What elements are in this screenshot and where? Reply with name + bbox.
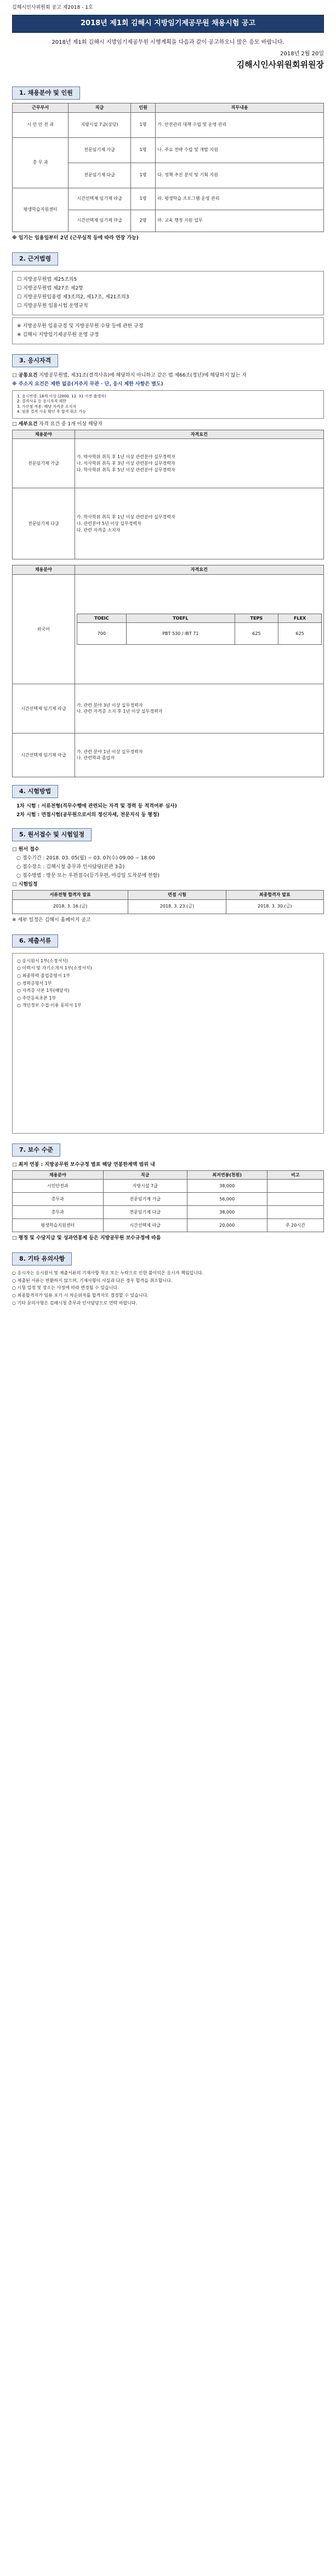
exam-step: 1차 시험 : 서류전형(직무수행에 관련되는 자격 및 경력 등 적격여부 심사)	[16, 803, 177, 809]
law-item-text: 지방공무원임용령 제3조의2, 제17조, 제21조의3	[22, 294, 129, 300]
notice-list	[12, 1270, 324, 1555]
document-item: ○ 경력증명서 1부	[17, 980, 52, 986]
col-dept: 근무부서	[13, 103, 69, 113]
lang-score: 625	[235, 623, 278, 645]
col-schedule: 최종합격자 발표	[226, 891, 323, 900]
table-row	[13, 1193, 324, 1206]
law-note: ※ 지방공무원 임용규정 및 지방공무원 수당 등에 관한 규정	[17, 323, 144, 329]
table-row	[13, 1219, 324, 1232]
law-note: ※ 김해시 지방임기제공무원 운영 규정	[17, 332, 99, 338]
cell-pay: 20,000	[187, 1219, 267, 1232]
cell-count: 1명	[130, 163, 155, 188]
lang-score: PBT 530 / IBT 71	[127, 623, 235, 645]
notice-item: ○ 기타 문의사항은 김해시청 총무과 인사담당으로 연락 바랍니다.	[12, 1300, 138, 1306]
cell-remark	[267, 1193, 323, 1206]
col-requirement: 자격요건	[75, 430, 323, 439]
col-schedule: 면접 시험	[128, 891, 226, 900]
announcement-date: 2018년 2월 20일	[280, 50, 324, 57]
common-label: □ 공통요건	[12, 372, 38, 378]
law-item-text: 지방공무원 임용시험 운영규칙	[22, 303, 88, 309]
law-item-text: 지방공무원법 제25조의5	[22, 276, 77, 282]
common-requirement	[12, 372, 324, 379]
cell-duty: 가. 안전관리 대책 수립 및 운영 관리	[156, 112, 324, 137]
salary-subtitle: □ 최저 연봉 : 지방공무원 보수규정 별표 해당 연봉한계액 범위 내	[12, 1162, 155, 1168]
lang-test: TOEIC	[77, 614, 127, 623]
section-4-title: 4. 시험방법	[12, 785, 58, 798]
application-method: ○ 접수방법 : 방문 또는 우편접수(등기우편, 마감일 도착분에 한함)	[16, 873, 160, 879]
lang-test: FLEX	[278, 614, 322, 623]
cell-rank: 전문임기제 가급	[103, 1193, 187, 1206]
announcement-title: 2018년 제1회 김해시 지방임기제공무원 채용시험 공고	[12, 15, 324, 33]
col-duty: 직무내용	[156, 103, 324, 113]
table-row	[13, 1206, 324, 1219]
schedule-note: ※ 세부 일정은 김해시 홈페이지 공고	[12, 917, 91, 923]
law-item: ☐ 지방공무원임용령 제3조의2, 제17조, 제21조의3	[17, 294, 129, 300]
cell-duty: 라. 평생학습 프로그램 운영 관리	[156, 188, 324, 210]
section-5-title: 5. 원서접수 및 시험일정	[12, 828, 92, 841]
law-item: ☐ 지방공무원법 제27조 제2항	[17, 285, 83, 291]
language-score-table	[77, 614, 322, 645]
cell-pay: 56,000	[187, 1193, 267, 1206]
application-subtitle: □ 원서 접수	[12, 846, 39, 852]
cell-field: 총무과	[13, 1193, 104, 1206]
exam-step: 2차 시험 : 면접시험(공무원으로서의 정신자세, 전문지식 등 평정)	[16, 812, 160, 818]
term-note: ※ 임기는 임용일부터 2년 (근무실적 등에 따라 연장 가능)	[12, 235, 139, 241]
cell-field: 전문임기제 다급	[13, 488, 75, 559]
col-rank: 직급	[69, 103, 131, 113]
cell-rank: 전문임기제 다급	[69, 163, 131, 188]
cell-dept: 평생학습지원센터	[13, 188, 69, 232]
section-2-title: 2. 근거법령	[12, 252, 58, 265]
cell-field: 평생학습지원센터	[13, 1219, 104, 1232]
salary-note: □ 평정 및 수당지급 및 성과연봉제 등은 지방공무원 보수규정에 따름	[12, 1235, 161, 1241]
notice-item: ○ 제출된 서류는 반환하지 않으며, 기재사항이 사실과 다른 경우 합격을 취소합니다.	[12, 1278, 173, 1283]
cell-requirement: 가. 박사학위 취득 후 1년 이상 관련분야 실무경력자 나. 석사학위 취득 후 3년 이상 관련분야 실무경력자 다. 학사학위 취득 후 5년 이상 관련분야 실무경력자	[75, 439, 323, 488]
document-item: ○ 자격증 사본 1부(해당자)	[17, 988, 70, 994]
law-item: ☐ 지방공무원 임용시험 운영규칙	[17, 303, 88, 309]
detail-label: □ 세부요건	[12, 421, 38, 427]
col-schedule: 서류전형 합격자 발표	[13, 891, 128, 900]
cell-duty: 마. 교육 행정 지원 업무	[156, 210, 324, 232]
document-item: ○ 이력서 및 자기소개서 1부(소정서식)	[17, 966, 92, 971]
cell-remark: 주 20시간	[267, 1219, 323, 1232]
table-row	[13, 112, 324, 137]
cell-remark	[267, 1206, 323, 1219]
qualification-table-2	[12, 565, 324, 777]
section-8-title: 8. 기타 유의사항	[12, 1252, 72, 1266]
cell-count: 2명	[130, 210, 155, 232]
table-row	[13, 1180, 324, 1193]
col-pay: 최저연봉(천원)	[187, 1170, 267, 1180]
cell-field: 외국어	[13, 574, 75, 684]
qualification-table-1	[12, 430, 324, 560]
table-row	[13, 137, 324, 163]
cell-count: 1명	[130, 112, 155, 137]
cell-dept: 총 무 과	[13, 137, 69, 188]
cell-requirement: 가. 학사학위 취득 후 1년 이상 관련분야 실무경력자 나. 관련분야 5년 이상 실무경력자 다. 관련 자격증 소지자	[75, 488, 323, 559]
section-7-title: 7. 보수 수준	[12, 1143, 60, 1157]
lang-score: 700	[77, 623, 127, 645]
document-item: ○ 주민등록초본 1부	[17, 995, 56, 1001]
lang-score: 625	[278, 623, 322, 645]
cell-count: 1명	[130, 137, 155, 163]
recruitment-table	[12, 103, 324, 232]
schedule-date: 2018. 3. 30.(금)	[226, 899, 323, 914]
notice-item: ○ 응시자는 응시원서 및 제출서류의 기재사항 착오 또는 누락으로 인한 불이익은 응시자 책임입니다.	[12, 1270, 204, 1276]
table-row	[13, 574, 324, 684]
cell-requirement: 가. 관련 분야 1년 이상 실무경력자 나. 관련학과 졸업자	[75, 733, 323, 777]
address-notice: ※ 주소지 요건은 제한 없음(거주지 무관 · 단, 응시 제한 사항은 별도)	[12, 381, 163, 387]
schedule-date: 2018. 3. 23.(금)	[128, 899, 226, 914]
cell-rank: 전문임기제 가급	[69, 137, 131, 163]
schedule-date: 2018. 3. 16.(금)	[13, 899, 128, 914]
law-note-box	[12, 317, 324, 344]
small-rules: 1. 응시연령: 18세 이상 (2000. 12. 31 이전 출생자) 2. 결격사유 등 응시자격 제한 3. 가산점 적용: 해당 자격증 소지자 4. 임용 결격 사유 확인 후 합격 취소 가능	[12, 390, 324, 419]
application-place: ○ 접수장소 : 김해시청 총무과 인사담당(본관 3층)	[16, 864, 125, 870]
schedule-subtitle: □ 시험일정	[12, 882, 38, 888]
detail-text: 자격 요건 중 1개 이상 해당자	[39, 421, 102, 427]
language-score-cell	[75, 574, 323, 684]
cell-rank: 시간선택제 임기제 마급	[69, 210, 131, 232]
table-row	[13, 439, 324, 488]
cell-rank: 시간선택제 라급	[103, 1219, 187, 1232]
law-item: ☐ 지방공무원법 제25조의5	[17, 276, 77, 282]
application-period: ○ 접수기간 : 2018. 03. 05(월) ~ 03. 07(수) 09:00 ~ 18:00	[16, 855, 155, 861]
document-item: ○ 최종학력 졸업증명서 1부	[17, 973, 70, 978]
cell-field: 전문임기제 가급	[13, 439, 75, 488]
cell-remark	[267, 1180, 323, 1193]
detail-requirement	[12, 421, 324, 428]
cell-field: 시민안전과	[13, 1180, 104, 1193]
table-row	[13, 733, 324, 777]
common-text: 지방공무원법, 제31조(결격사유)에 해당하지 아니하고 같은 법 제66조(정년)에 해당하지 않는 자	[39, 372, 247, 378]
document-item: ○ 개인정보 수집·이용 동의서 1부	[17, 1003, 82, 1008]
law-list	[12, 271, 324, 315]
cell-dept: 시 민 안 전 과	[13, 112, 69, 137]
section-3-title: 3. 응시자격	[12, 354, 58, 367]
cell-pay: 38,000	[187, 1206, 267, 1219]
cell-pay: 38,000	[187, 1180, 267, 1193]
intro-text: 2018년 제1회 김해시 지방임기제공무원 시행계획을 다음과 같이 공고하오니 많은 응모 바랍니다.	[52, 39, 284, 45]
col-requirement: 자격요건	[75, 565, 323, 575]
cell-field: 총무과	[13, 1206, 104, 1219]
notice-item: ○ 시험 일정 및 장소는 사정에 따라 변경될 수 있습니다.	[12, 1285, 119, 1291]
lang-test: TOEFL	[127, 614, 235, 623]
schedule-table	[12, 890, 324, 914]
table-row	[13, 684, 324, 733]
documents-list	[12, 953, 324, 1134]
col-rank: 직급	[103, 1170, 187, 1180]
col-field: 채용분야	[13, 430, 75, 439]
document-item: ○ 응시원서 1부(소정서식)	[17, 958, 68, 963]
lang-test: TEPS	[235, 614, 278, 623]
cell-rank: 전문임기제 다급	[103, 1206, 187, 1219]
cell-field: 시간선택제 임기제 마급	[13, 733, 75, 777]
table-row	[13, 488, 324, 559]
announcement-number: 김해시인사위원회 공고 제2018 - 1호	[12, 5, 93, 10]
cell-duty: 나. 주요 전략 수립 및 개발 지원	[156, 137, 324, 163]
col-count: 인원	[130, 103, 155, 113]
cell-rank: 시간선택제 임기제 라급	[69, 188, 131, 210]
col-remark: 비고	[267, 1170, 323, 1180]
section-1-title: 1. 채용분야 및 인원	[12, 86, 80, 100]
salary-table	[12, 1170, 324, 1233]
cell-rank: 지방시설 7급(상당)	[69, 112, 131, 137]
table-row	[13, 188, 324, 210]
section-6-title: 6. 제출서류	[12, 934, 58, 948]
cell-count: 1명	[130, 188, 155, 210]
issuing-organization: 김해시인사위원회위원장	[236, 60, 324, 70]
cell-requirement: 가. 관련 분야 3년 이상 실무경력자 나. 관련 자격증 소지 후 1년 이상 실무경력자	[75, 684, 323, 733]
cell-rank: 지방시설 7급	[103, 1180, 187, 1193]
law-item-text: 지방공무원법 제27조 제2항	[22, 285, 83, 291]
col-field: 채용분야	[13, 1170, 104, 1180]
col-field: 채용분야	[13, 565, 75, 575]
notice-item: ○ 최종합격자가 임용 포기 시 차순위자를 합격자로 결정할 수 있습니다.	[12, 1293, 149, 1298]
table-row	[13, 899, 324, 914]
cell-field: 시간선택제 임기제 라급	[13, 684, 75, 733]
cell-duty: 다. 정책 추진 분석 및 기획 지원	[156, 163, 324, 188]
